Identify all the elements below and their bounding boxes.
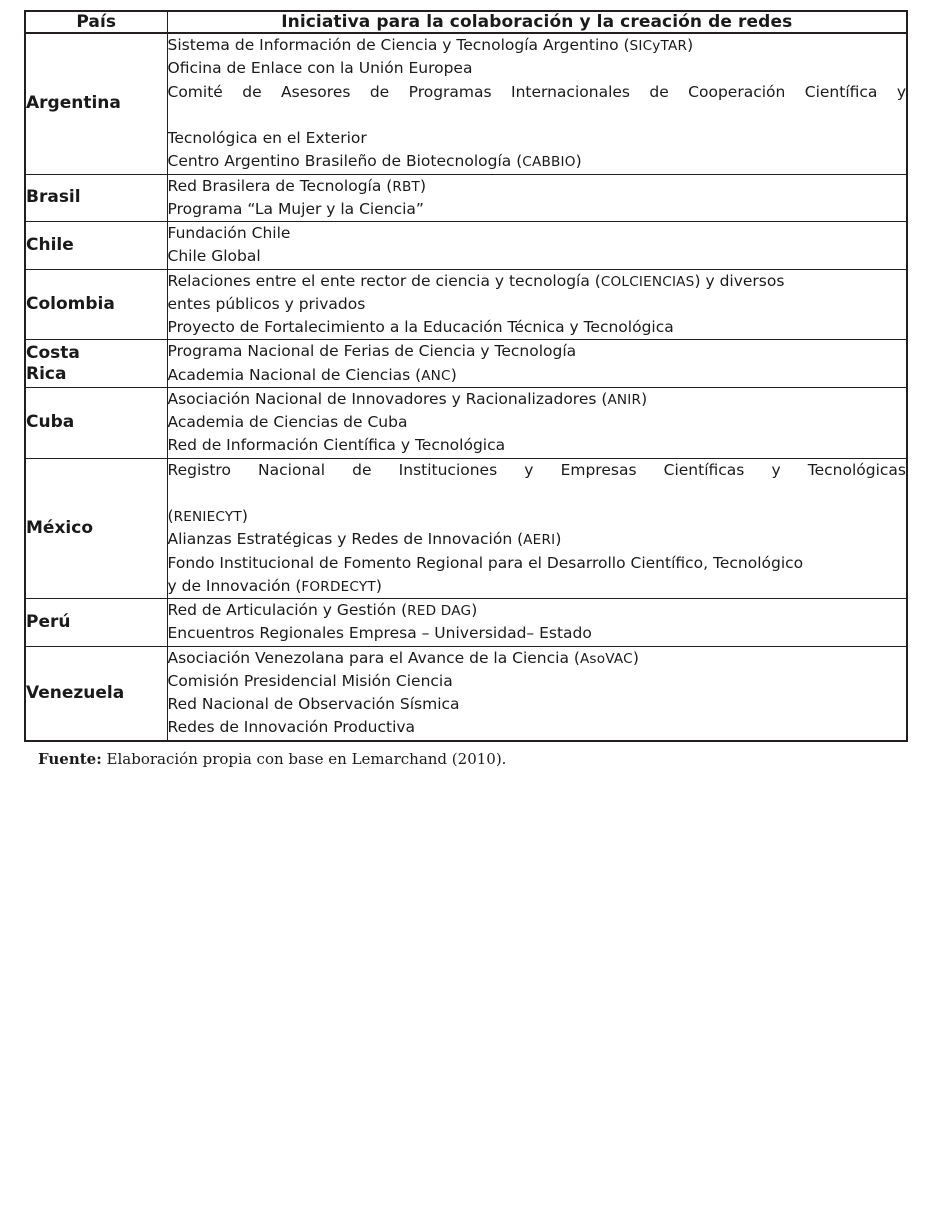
- table-row: [25, 646, 907, 741]
- initiative-item: Alianzas Estratégicas y Redes de Innovación (AERI): [167, 530, 562, 549]
- table-row: [25, 387, 907, 458]
- cell-country: Colombia: [25, 269, 167, 340]
- initiative-item: Programa “La Mujer y la Ciencia”: [167, 199, 424, 218]
- initiative-item: y de Innovación (FORDECYT): [167, 576, 382, 595]
- initiative-item: Programa Nacional de Ferias de Ciencia y Tecnología: [167, 342, 577, 361]
- initiative-item: Academia de Ciencias de Cuba: [167, 413, 408, 431]
- source-text: Elaboración propia con base en Lemarchand (2010).: [106, 749, 507, 768]
- initiative-item: Proyecto de Fortalecimiento a la Educación Técnica y Tecnológica: [167, 318, 674, 336]
- table-row: [25, 222, 907, 270]
- initiatives-table: [24, 10, 908, 742]
- cell-initiative: [167, 33, 907, 174]
- cell-initiative: [167, 646, 907, 741]
- initiative-item: Redes de Innovación Productiva: [167, 718, 416, 737]
- initiative-item: Red de Información Científica y Tecnológica: [167, 436, 506, 455]
- source-label: Fuente:: [38, 749, 102, 768]
- cell-initiative: [167, 269, 907, 340]
- initiative-item: (RENIECYT): [167, 507, 248, 525]
- cell-country: Cuba: [25, 387, 167, 458]
- cell-initiative: [167, 599, 907, 647]
- table-row: [25, 269, 907, 340]
- cell-initiative: [167, 174, 907, 222]
- table-body: [25, 33, 907, 741]
- cell-country: Venezuela: [25, 646, 167, 741]
- initiative-item: Red Nacional de Observación Sísmica: [167, 695, 460, 713]
- cell-country: Argentina: [25, 33, 167, 174]
- column-header-country: País: [25, 11, 167, 33]
- initiative-item: Fundación Chile: [167, 224, 291, 242]
- initiative-item: Comisión Presidencial Misión Ciencia: [167, 671, 453, 690]
- table-header: [25, 11, 907, 33]
- cell-country: Costa Rica: [25, 340, 167, 388]
- cell-initiative: [167, 340, 907, 388]
- cell-country: Brasil: [25, 174, 167, 222]
- table-row: [25, 458, 907, 599]
- initiative-item: Encuentros Regionales Empresa – Universidad– Estado: [167, 624, 592, 643]
- initiative-item: Registro Nacional de Instituciones y Empresas Científicas y Tecnológicas: [167, 460, 906, 479]
- table-row: [25, 340, 907, 388]
- cell-initiative: [167, 387, 907, 458]
- initiative-item: Asociación Venezolana para el Avance de la Ciencia (AsoVAC): [167, 648, 639, 667]
- initiative-item: Sistema de Información de Ciencia y Tecnología Argentino (SICyTAR): [167, 36, 694, 54]
- initiative-item: entes públicos y privados: [167, 294, 366, 313]
- table-row: [25, 33, 907, 174]
- initiative-item: Academia Nacional de Ciencias (ANC): [167, 365, 457, 384]
- column-header-initiative: Iniciativa para la colaboración y la creación de redes: [167, 11, 907, 33]
- table-row: [25, 599, 907, 647]
- initiative-item: Fondo Institucional de Fomento Regional para el Desarrollo Científico, Tecnológico: [167, 553, 804, 572]
- initiative-item: Asociación Nacional de Innovadores y Racionalizadores (ANIR): [167, 389, 648, 408]
- table-row: [25, 174, 907, 222]
- source-note: [24, 750, 906, 768]
- initiative-item: Tecnológica en el Exterior: [167, 129, 367, 147]
- initiative-item: Chile Global: [167, 247, 261, 266]
- cell-initiative: [167, 458, 907, 599]
- cell-country: Chile: [25, 222, 167, 270]
- initiative-item: Oficina de Enlace con la Unión Europea: [167, 59, 473, 78]
- initiative-item: Red de Articulación y Gestión (RED DAG): [167, 601, 478, 619]
- initiative-item: Centro Argentino Brasileño de Biotecnología (CABBIO): [167, 152, 582, 171]
- cell-country: Perú: [25, 599, 167, 647]
- cell-initiative: [167, 222, 907, 270]
- initiative-item: Red Brasilera de Tecnología (RBT): [167, 176, 427, 195]
- initiative-item: Relaciones entre el ente rector de ciencia y tecnología (COLCIENCIAS) y diversos: [167, 271, 785, 290]
- table-header-row: [25, 11, 907, 33]
- initiative-item: Comité de Asesores de Programas Internacionales de Cooperación Científica y: [167, 82, 906, 101]
- cell-country: México: [25, 458, 167, 599]
